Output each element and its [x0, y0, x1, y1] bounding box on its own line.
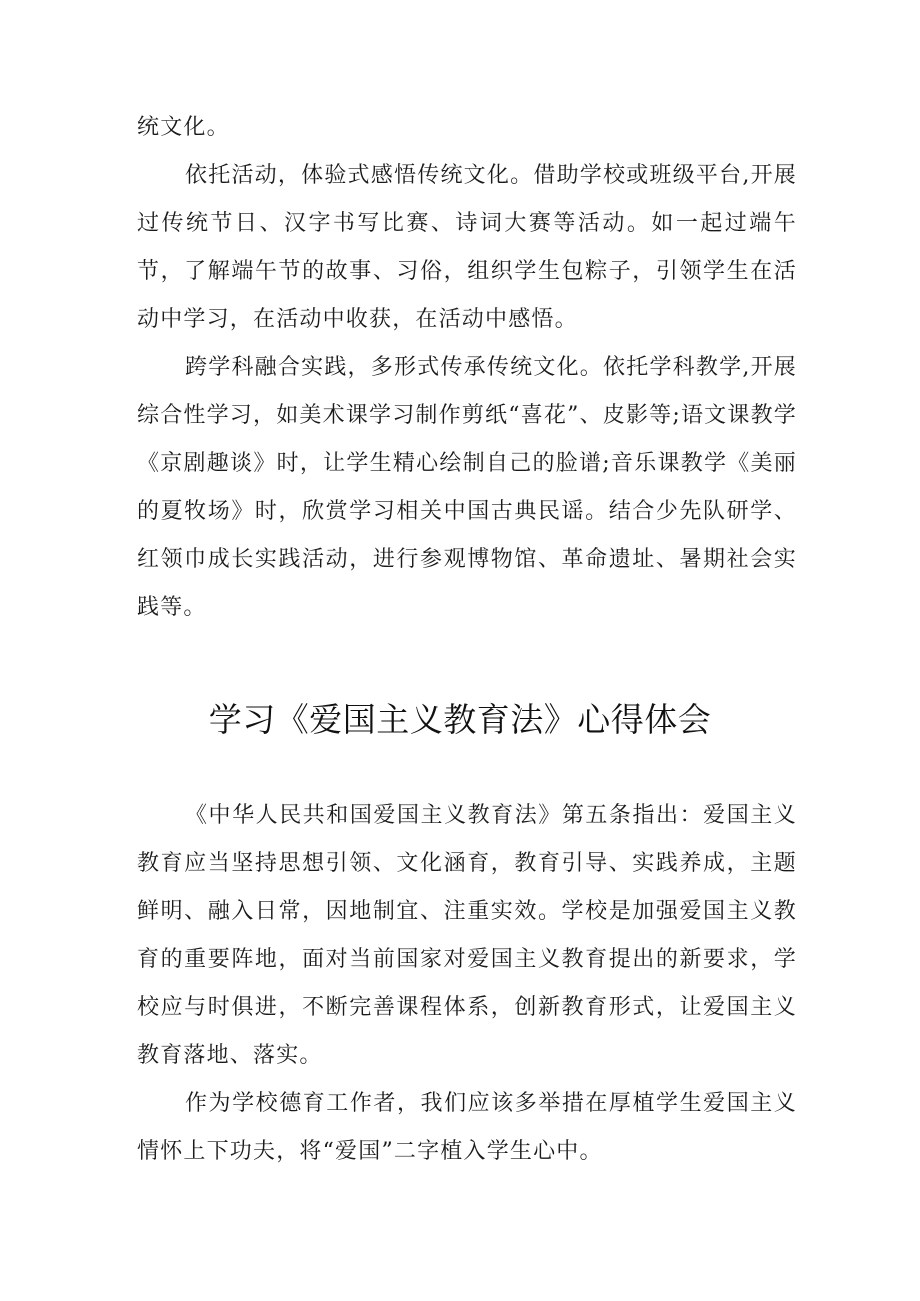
paragraph-interdisciplinary: 跨学科融合实践，多形式传承传统文化。依托学科教学,开展综合性学习，如美术课学习制作剪纸“喜花”、皮影等;语文课教学《京剧趣谈》时，让学生精心绘制自己的脸谱;音乐课教学《美丽的夏牧场》时，欣赏学习相关中国古典民谣。结合少先队研学、红领巾成长实践活动，进行参观博物馆、革命遗址、暑期社会实践等。 — [137, 355, 797, 620]
paragraph-activities: 依托活动，体验式感悟传统文化。借助学校或班级平台,开展过传统节日、汉字书写比赛、诗词大赛等活动。如一起过端午节，了解端午节的故事、习俗，组织学生包粽子，引领学生在活动中学习，在活动中收获，在活动中感悟。 — [137, 163, 797, 332]
continued-paragraph: 统文化。 — [137, 115, 230, 140]
paragraph-law-article: 《中华人民共和国爱国主义教育法》第五条指出：爱国主义教育应当坚持思想引领、文化涵育，教育引导、实践养成，主题鲜明、融入日常，因地制宜、注重实效。学校是加强爱国主义教育的重要阵地，面对当前国家对爱国主义教育提出的新要求，学校应与时俱进，不断完善课程体系，创新教育形式，让爱国主义教育落地、落实。 — [137, 803, 797, 1068]
paragraph-moral-educator: 作为学校德育工作者，我们应该多举措在厚植学生爱国主义情怀上下功夫，将“爱国”二字植入学生心中。 — [137, 1091, 797, 1164]
article-body — [137, 792, 797, 1176]
article-title: 学习《爱国主义教育法》心得体会 — [208, 700, 712, 739]
previous-section — [137, 104, 797, 632]
